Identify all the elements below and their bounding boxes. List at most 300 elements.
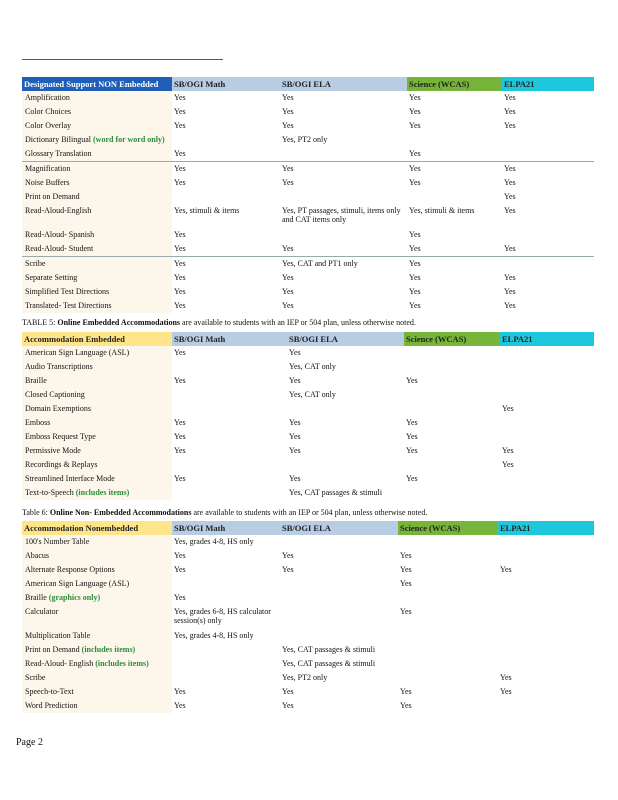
table-row bbox=[22, 605, 594, 629]
cell-text: Multiplication Table bbox=[25, 631, 91, 640]
table-row bbox=[22, 271, 594, 285]
row-label bbox=[22, 133, 172, 147]
row-label bbox=[22, 629, 172, 643]
table-cell bbox=[172, 549, 280, 563]
table-cell bbox=[498, 591, 594, 605]
table-cell bbox=[280, 228, 407, 242]
table-cell bbox=[287, 472, 404, 486]
table-cell bbox=[500, 458, 594, 472]
cell-text: Yes bbox=[400, 687, 412, 696]
cell-text: Yes bbox=[282, 701, 294, 710]
table-cell bbox=[502, 91, 594, 105]
table-cell bbox=[498, 671, 594, 685]
table-cell bbox=[287, 458, 404, 472]
cell-text: Scribe bbox=[25, 259, 46, 268]
cell-text: Yes bbox=[282, 565, 294, 574]
row-label bbox=[22, 285, 172, 299]
table-cell bbox=[502, 285, 594, 299]
table-cell bbox=[502, 242, 594, 257]
cell-text: Yes bbox=[174, 149, 186, 158]
table6-caption: Table 6: Online Non- Embedded Accommodations are available to students with an IEP or 504 plan, unless otherwise noted. bbox=[22, 508, 428, 517]
cell-text: Read-Aloud- English bbox=[25, 659, 94, 668]
column-header: Accommodation Embedded bbox=[22, 332, 172, 346]
cell-text: Magnification bbox=[25, 164, 71, 173]
table-cell bbox=[407, 119, 502, 133]
cell-text: Yes bbox=[282, 164, 294, 173]
table-cell bbox=[172, 458, 287, 472]
table-cell bbox=[172, 388, 287, 402]
table-cell bbox=[500, 430, 594, 444]
table-cell bbox=[398, 563, 498, 577]
table-cell bbox=[172, 105, 280, 119]
cell-text: Recordings & Replays bbox=[25, 460, 98, 469]
table-cell bbox=[398, 671, 498, 685]
cell-text: Yes bbox=[174, 287, 186, 296]
table-row bbox=[22, 657, 594, 671]
row-label bbox=[22, 402, 172, 416]
table-cell bbox=[398, 699, 498, 713]
table5-caption: TABLE 5: Online Embedded Accommodations are available to students with an IEP or 504 plan, unless otherwise noted. bbox=[22, 318, 416, 327]
cell-text: Yes bbox=[282, 93, 294, 102]
table-cell bbox=[172, 360, 287, 374]
cell-text: Audio Transcriptions bbox=[25, 362, 93, 371]
cell-text: Yes bbox=[504, 301, 516, 310]
table-row bbox=[22, 374, 594, 388]
table-row bbox=[22, 486, 594, 500]
cell-text: Yes, CAT passages & stimuli bbox=[282, 645, 376, 654]
table-cell bbox=[280, 119, 407, 133]
table-cell bbox=[404, 430, 500, 444]
cell-text: Yes bbox=[289, 474, 301, 483]
table-cell bbox=[498, 535, 594, 549]
table-cell bbox=[280, 190, 407, 204]
table-cell bbox=[398, 685, 498, 699]
cell-text: Yes bbox=[174, 593, 186, 602]
cell-text: Translated- Test Directions bbox=[25, 301, 112, 310]
cell-text: Color Choices bbox=[25, 107, 71, 116]
cell-text: Emboss bbox=[25, 418, 51, 427]
table-cell bbox=[287, 374, 404, 388]
table-cell bbox=[407, 285, 502, 299]
table-cell bbox=[287, 388, 404, 402]
row-label bbox=[22, 119, 172, 133]
column-header: SB/OGI Math bbox=[172, 332, 287, 346]
table-row bbox=[22, 204, 594, 228]
table-cell bbox=[500, 360, 594, 374]
row-label bbox=[22, 591, 172, 605]
table-cell bbox=[500, 444, 594, 458]
row-label bbox=[22, 105, 172, 119]
table-cell bbox=[280, 105, 407, 119]
cell-text: Calculator bbox=[25, 607, 59, 616]
table-row bbox=[22, 162, 594, 177]
cell-text: Yes bbox=[504, 93, 516, 102]
cell-text: Yes bbox=[406, 446, 418, 455]
cell-text: Yes bbox=[282, 687, 294, 696]
cell-text: Glossary Translation bbox=[25, 149, 92, 158]
table-cell bbox=[280, 549, 398, 563]
cell-text: Yes bbox=[174, 244, 186, 253]
table-row bbox=[22, 105, 594, 119]
cell-text: Yes bbox=[400, 607, 412, 616]
table-cell bbox=[407, 257, 502, 272]
row-label bbox=[22, 176, 172, 190]
cell-text: Braille bbox=[25, 593, 47, 602]
table-cell bbox=[172, 591, 280, 605]
table-cell bbox=[172, 162, 280, 177]
cell-text: Yes bbox=[174, 701, 186, 710]
row-label bbox=[22, 486, 172, 500]
cell-text: Yes bbox=[174, 107, 186, 116]
cell-text: Yes bbox=[502, 446, 514, 455]
table-row bbox=[22, 147, 594, 162]
row-label bbox=[22, 91, 172, 105]
table-cell bbox=[287, 360, 404, 374]
column-header: ELPA21 bbox=[500, 332, 594, 346]
table-row bbox=[22, 591, 594, 605]
cell-text: Yes bbox=[174, 259, 186, 268]
cell-text: Yes, CAT only bbox=[289, 390, 336, 399]
cell-text: Yes bbox=[174, 230, 186, 239]
table-row bbox=[22, 430, 594, 444]
table-cell bbox=[502, 271, 594, 285]
cell-text: Yes bbox=[409, 259, 421, 268]
cell-text: Yes bbox=[504, 192, 516, 201]
cell-text: Yes bbox=[174, 348, 186, 357]
cell-text: Yes bbox=[502, 404, 514, 413]
row-label bbox=[22, 299, 172, 313]
table-cell bbox=[172, 285, 280, 299]
row-label bbox=[22, 204, 172, 228]
table-cell bbox=[502, 162, 594, 177]
column-header: SB/OGI ELA bbox=[287, 332, 404, 346]
table-cell bbox=[287, 416, 404, 430]
table-cell bbox=[172, 133, 280, 147]
row-label bbox=[22, 360, 172, 374]
table-cell bbox=[398, 577, 498, 591]
table-cell bbox=[280, 605, 398, 629]
cell-text: Simplified Test Directions bbox=[25, 287, 110, 296]
row-label bbox=[22, 147, 172, 162]
table-row bbox=[22, 119, 594, 133]
row-label bbox=[22, 577, 172, 591]
table-cell bbox=[502, 190, 594, 204]
row-label bbox=[22, 257, 172, 272]
table-cell bbox=[287, 430, 404, 444]
cell-text: Yes bbox=[174, 418, 186, 427]
table-cell bbox=[404, 360, 500, 374]
table-cell bbox=[502, 176, 594, 190]
cell-text: Yes bbox=[174, 446, 186, 455]
cell-text: Yes, grades 6-8, HS calculator session(s) only bbox=[174, 607, 271, 625]
cell-text: Yes bbox=[282, 107, 294, 116]
table-cell bbox=[172, 402, 287, 416]
cell-text: Yes bbox=[409, 230, 421, 239]
table-cell bbox=[172, 190, 280, 204]
note-text: (includes items) bbox=[81, 645, 136, 654]
row-label bbox=[22, 271, 172, 285]
row-label bbox=[22, 388, 172, 402]
cell-text: Yes bbox=[409, 93, 421, 102]
row-label bbox=[22, 444, 172, 458]
table-cell bbox=[280, 147, 407, 162]
table-cell bbox=[407, 105, 502, 119]
table-cell bbox=[407, 190, 502, 204]
table-row bbox=[22, 444, 594, 458]
table-cell bbox=[407, 91, 502, 105]
cell-text: Yes bbox=[400, 701, 412, 710]
cell-text: Yes bbox=[174, 178, 186, 187]
table-cell bbox=[172, 416, 287, 430]
cell-text: Yes bbox=[289, 376, 301, 385]
column-header: SB/OGI Math bbox=[172, 521, 280, 535]
cell-text: Yes bbox=[406, 432, 418, 441]
cell-text: Yes bbox=[174, 474, 186, 483]
cell-text: Yes bbox=[504, 164, 516, 173]
cell-text: Yes, PT passages, stimuli, items only and CAT items only bbox=[282, 206, 401, 224]
table-cell bbox=[407, 299, 502, 313]
table-cell bbox=[407, 228, 502, 242]
cell-text: Yes bbox=[409, 178, 421, 187]
table-cell bbox=[502, 105, 594, 119]
cell-text: Permissive Mode bbox=[25, 446, 81, 455]
table-cell bbox=[280, 299, 407, 313]
cell-text: Yes bbox=[502, 460, 514, 469]
table-row bbox=[22, 458, 594, 472]
column-header: ELPA21 bbox=[502, 77, 594, 91]
row-label bbox=[22, 416, 172, 430]
cell-text: Yes, CAT passages & stimuli bbox=[289, 488, 383, 497]
cell-text: Separate Setting bbox=[25, 273, 78, 282]
row-label bbox=[22, 458, 172, 472]
table-row bbox=[22, 472, 594, 486]
table-cell bbox=[172, 657, 280, 671]
cell-text: Yes bbox=[282, 551, 294, 560]
row-label bbox=[22, 699, 172, 713]
table-cell bbox=[172, 176, 280, 190]
row-label bbox=[22, 374, 172, 388]
table-row bbox=[22, 176, 594, 190]
table-row bbox=[22, 91, 594, 105]
row-label bbox=[22, 190, 172, 204]
designated-support-table bbox=[22, 77, 594, 313]
cell-text: Yes, CAT and PT1 only bbox=[282, 259, 358, 268]
table-cell bbox=[280, 671, 398, 685]
table-cell bbox=[404, 346, 500, 360]
table-cell bbox=[172, 242, 280, 257]
cell-text: Yes bbox=[282, 244, 294, 253]
cell-text: Yes, PT2 only bbox=[282, 673, 328, 682]
cell-text: Yes bbox=[174, 687, 186, 696]
row-label bbox=[22, 563, 172, 577]
table-cell bbox=[404, 416, 500, 430]
cell-text: Domain Exemptions bbox=[25, 404, 91, 413]
table-cell bbox=[172, 271, 280, 285]
table-cell bbox=[172, 147, 280, 162]
cell-text: Yes bbox=[406, 376, 418, 385]
row-label bbox=[22, 228, 172, 242]
table-cell bbox=[172, 535, 280, 549]
cell-text: Dictionary Bilingual bbox=[25, 135, 91, 144]
table-cell bbox=[498, 629, 594, 643]
cell-text: Yes bbox=[409, 164, 421, 173]
cell-text: Yes bbox=[504, 206, 516, 215]
cell-text: Yes bbox=[282, 287, 294, 296]
table-cell bbox=[172, 119, 280, 133]
table-cell bbox=[172, 299, 280, 313]
row-label bbox=[22, 605, 172, 629]
table-cell bbox=[498, 563, 594, 577]
row-label bbox=[22, 242, 172, 257]
table-cell bbox=[280, 563, 398, 577]
table-cell bbox=[172, 563, 280, 577]
table-cell bbox=[287, 444, 404, 458]
cell-text: Yes, grades 4-8, HS only bbox=[174, 631, 254, 640]
table-cell bbox=[404, 374, 500, 388]
cell-text: Yes bbox=[174, 273, 186, 282]
table-cell bbox=[280, 242, 407, 257]
table-cell bbox=[398, 549, 498, 563]
table-cell bbox=[172, 577, 280, 591]
table-cell bbox=[498, 699, 594, 713]
table-cell bbox=[172, 257, 280, 272]
table-row bbox=[22, 299, 594, 313]
column-header: SB/OGI ELA bbox=[280, 521, 398, 535]
table-row bbox=[22, 671, 594, 685]
table-cell bbox=[280, 162, 407, 177]
table-cell bbox=[280, 699, 398, 713]
online-nonembedded-table bbox=[22, 521, 594, 713]
column-header: ELPA21 bbox=[498, 521, 594, 535]
cell-text: Yes, grades 4-8, HS only bbox=[174, 537, 254, 546]
note-text: (word for word only) bbox=[93, 135, 165, 144]
table-cell bbox=[502, 147, 594, 162]
cell-text: Yes bbox=[409, 301, 421, 310]
table-row bbox=[22, 346, 594, 360]
table-cell bbox=[280, 535, 398, 549]
table-cell bbox=[280, 577, 398, 591]
cell-text: Yes bbox=[282, 301, 294, 310]
table-cell bbox=[398, 535, 498, 549]
table-cell bbox=[404, 402, 500, 416]
cell-text: Yes bbox=[174, 432, 186, 441]
cell-text: Yes bbox=[289, 418, 301, 427]
table-cell bbox=[172, 430, 287, 444]
table-cell bbox=[498, 643, 594, 657]
cell-text: Read-Aloud-English bbox=[25, 206, 92, 215]
cell-text: Read-Aloud- Student bbox=[25, 244, 94, 253]
cell-text: American Sign Language (ASL) bbox=[25, 348, 130, 357]
cell-text: Yes bbox=[504, 244, 516, 253]
table-cell bbox=[280, 591, 398, 605]
table-row bbox=[22, 685, 594, 699]
table-cell bbox=[502, 299, 594, 313]
cell-text: Yes bbox=[174, 164, 186, 173]
table-cell bbox=[502, 119, 594, 133]
cell-text: Yes bbox=[409, 107, 421, 116]
cell-text: Yes bbox=[504, 273, 516, 282]
cell-text: Yes bbox=[406, 474, 418, 483]
table-cell bbox=[404, 458, 500, 472]
cell-text: Amplification bbox=[25, 93, 70, 102]
table-cell bbox=[407, 242, 502, 257]
cell-text: Closed Captioning bbox=[25, 390, 85, 399]
table-row bbox=[22, 360, 594, 374]
table-cell bbox=[502, 257, 594, 272]
row-label bbox=[22, 685, 172, 699]
row-label bbox=[22, 472, 172, 486]
column-header: SB/OGI Math bbox=[172, 77, 280, 91]
cell-text: Yes, CAT only bbox=[289, 362, 336, 371]
cell-text: Yes bbox=[400, 551, 412, 560]
cell-text: Color Overlay bbox=[25, 121, 71, 130]
table-cell bbox=[498, 605, 594, 629]
table-cell bbox=[280, 629, 398, 643]
table-row bbox=[22, 563, 594, 577]
row-label bbox=[22, 535, 172, 549]
table-cell bbox=[498, 685, 594, 699]
cell-text: Yes bbox=[504, 287, 516, 296]
table-cell bbox=[500, 374, 594, 388]
table-cell bbox=[407, 271, 502, 285]
table-cell bbox=[172, 685, 280, 699]
cell-text: American Sign Language (ASL) bbox=[25, 579, 130, 588]
table-cell bbox=[500, 346, 594, 360]
table-cell bbox=[404, 444, 500, 458]
table-cell bbox=[287, 486, 404, 500]
row-label bbox=[22, 162, 172, 177]
cell-text: Yes bbox=[500, 565, 512, 574]
cell-text: Abacus bbox=[25, 551, 49, 560]
cell-text: Yes bbox=[289, 348, 301, 357]
table-header-row bbox=[22, 77, 594, 91]
table-row bbox=[22, 402, 594, 416]
table-cell bbox=[280, 176, 407, 190]
table-cell bbox=[398, 643, 498, 657]
table-cell bbox=[500, 402, 594, 416]
cell-text: Text-to-Speech bbox=[25, 488, 74, 497]
cell-text: Yes bbox=[406, 418, 418, 427]
cell-text: Speech-to-Text bbox=[25, 687, 74, 696]
cell-text: Yes bbox=[500, 687, 512, 696]
table-row bbox=[22, 228, 594, 242]
table-cell bbox=[280, 133, 407, 147]
table-row bbox=[22, 388, 594, 402]
table-cell bbox=[502, 228, 594, 242]
table-cell bbox=[172, 486, 287, 500]
table-cell bbox=[498, 657, 594, 671]
cell-text: Yes bbox=[174, 93, 186, 102]
cell-text: Yes, CAT passages & stimuli bbox=[282, 659, 376, 668]
cell-text: Yes bbox=[504, 178, 516, 187]
table-row bbox=[22, 285, 594, 299]
table-cell bbox=[280, 257, 407, 272]
table-cell bbox=[172, 346, 287, 360]
table-cell bbox=[172, 374, 287, 388]
cell-text: Read-Aloud- Spanish bbox=[25, 230, 95, 239]
table-row bbox=[22, 242, 594, 257]
cell-text: 100's Number Table bbox=[25, 537, 90, 546]
table-cell bbox=[404, 388, 500, 402]
table-cell bbox=[498, 549, 594, 563]
row-label bbox=[22, 657, 172, 671]
note-text: (graphics only) bbox=[48, 593, 101, 602]
table-cell bbox=[407, 162, 502, 177]
cell-text: Yes, PT2 only bbox=[282, 135, 328, 144]
table-row bbox=[22, 549, 594, 563]
table-cell bbox=[172, 671, 280, 685]
table-cell bbox=[172, 472, 287, 486]
